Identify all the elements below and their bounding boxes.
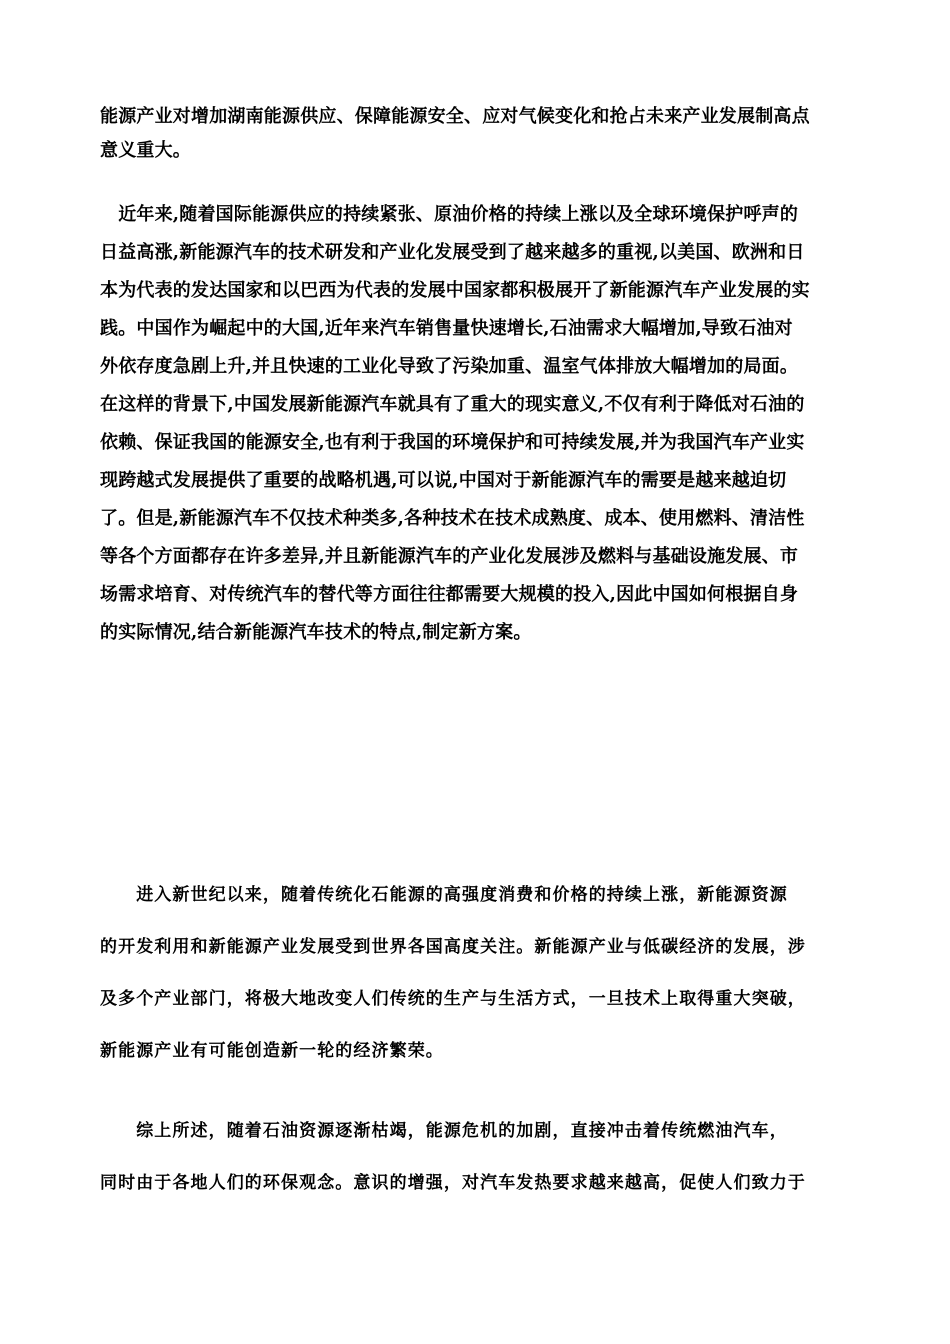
text-line: 新能源产业有可能创造新一轮的经济繁荣。: [100, 1041, 444, 1061]
text-line: 场需求培育、对传统汽车的替代等方面往往都需要大规模的投入,因此中国如何根据自身: [100, 584, 799, 605]
text-line: 能源产业对增加湖南能源供应、保障能源安全、应对气候变化和抢占未来产业发展制高点: [100, 106, 810, 127]
paragraph-4: [100, 1118, 852, 1222]
text-line: 依赖、保证我国的能源安全,也有利于我国的环境保护和可持续发展,并为我国汽车产业实: [100, 432, 805, 453]
text-line: 践。中国作为崛起中的大国,近年来汽车销售量快速增长,石油需求大幅增加,导致石油对: [100, 318, 793, 339]
text-line: 的开发利用和新能源产业发展受到世界各国高度关注。新能源产业与低碳经济的发展，涉: [100, 937, 806, 957]
text-line: 同时由于各地人们的环保观念。意识的增强，对汽车发热要求越来越高，促使人们致力于: [100, 1173, 806, 1193]
text-line: 了。但是,新能源汽车不仅技术种类多,各种技术在技术成熟度、成本、使用燃料、清洁性: [100, 508, 805, 529]
text-line: 日益高涨,新能源汽车的技术研发和产业化发展受到了越来越多的重视,以美国、欧洲和日: [100, 242, 805, 263]
text-line: 及多个产业部门，将极大地改变人们传统的生产与生活方式，一旦技术上取得重大突破，: [100, 989, 806, 1009]
paragraph-2: [100, 196, 852, 652]
paragraph-3: [100, 882, 852, 1090]
text-line: 本为代表的发达国家和以巴西为代表的发展中国家都积极展开了新能源汽车产业发展的实: [100, 280, 810, 301]
text-line: 等各个方面都存在许多差异,并且新能源汽车的产业化发展涉及燃料与基础设施发展、市: [100, 546, 799, 567]
text-line: 在这样的背景下,中国发展新能源汽车就具有了重大的现实意义,不仅有利于降低对石油的: [100, 394, 805, 415]
text-line: 外依存度急剧上升,并且快速的工业化导致了污染加重、温室气体排放大幅增加的局面。: [100, 356, 799, 377]
text-line: 近年来,随着国际能源供应的持续紧张、原油价格的持续上涨以及全球环境保护呼声的: [100, 204, 799, 225]
text-line: 进入新世纪以来，随着传统化石能源的高强度消费和价格的持续上涨，新能源资源: [100, 885, 788, 905]
text-line: 综上所述，随着石油资源逐渐枯竭，能源危机的加剧，直接冲击着传统燃油汽车，: [100, 1121, 788, 1141]
paragraph-1: [100, 100, 852, 168]
text-line: 现跨越式发展提供了重要的战略机遇,可以说,中国对于新能源汽车的需要是越来越迫切: [100, 470, 787, 491]
text-line: 的实际情况,结合新能源汽车技术的特点,制定新方案。: [100, 622, 532, 643]
text-line: 意义重大。: [100, 140, 191, 161]
